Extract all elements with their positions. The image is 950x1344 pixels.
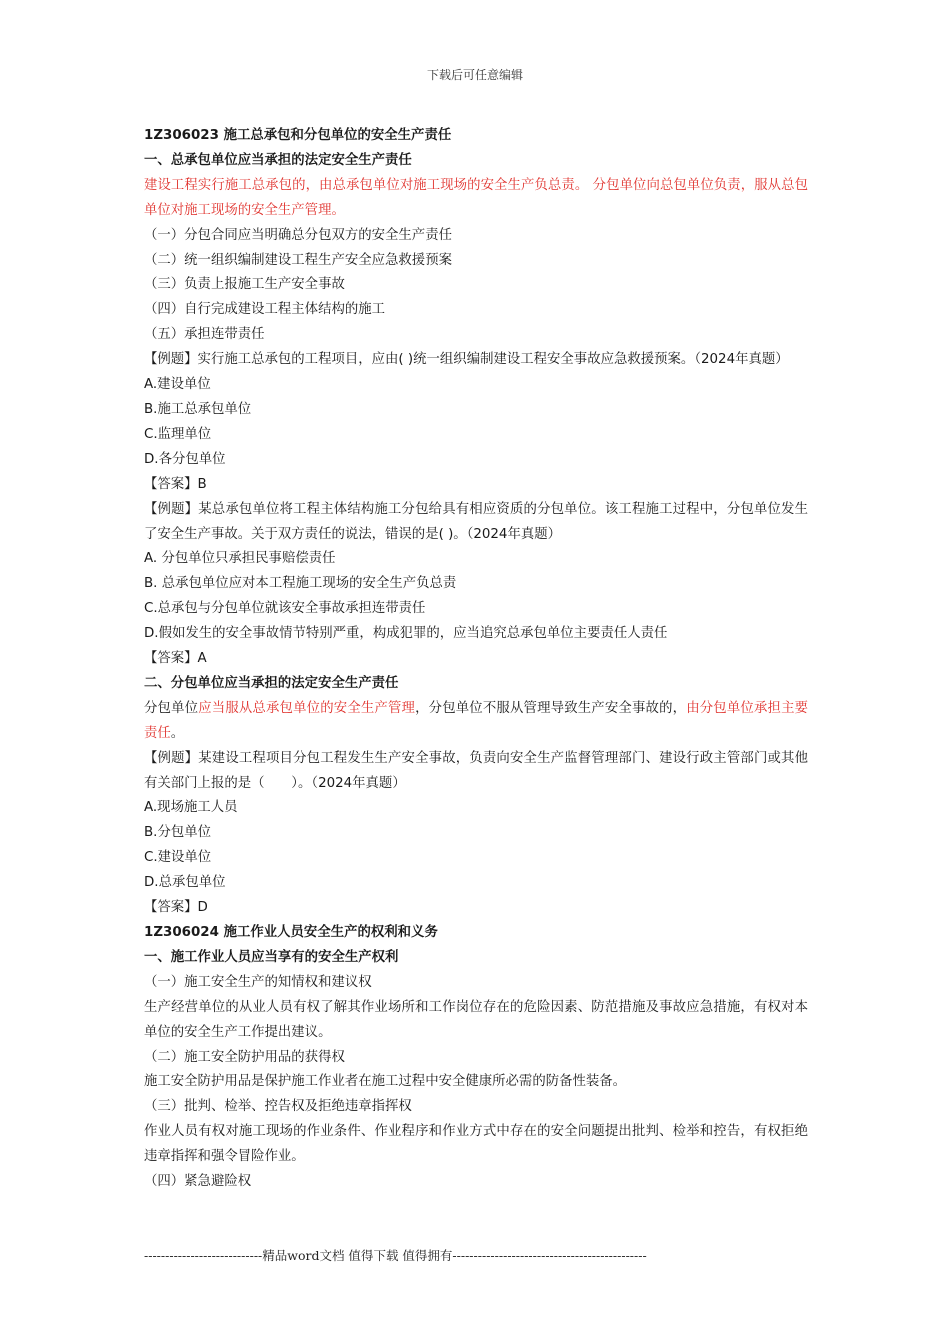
answer-option: D.各分包单位 [144, 451, 226, 467]
list-item: （四）自行完成建设工程主体结构的施工 [144, 302, 386, 318]
right-description: 施工安全防护用品是保护施工作业者在施工过程中安全健康所必需的防备性装备。 [144, 1074, 627, 1090]
highlighted-text: 由分包单位承担主要责任 [144, 700, 808, 741]
right-title: （四）紧急避险权 [144, 1174, 252, 1190]
answer-option: C.建设单位 [144, 850, 212, 866]
right-description: 作业人员有权对施工现场的作业条件、作业程序和作业方式中存在的安全问题提出批判、检举和控告，有权拒绝违章指挥和强令冒险作业。 [144, 1124, 808, 1165]
section-title: 1Z306024 施工作业人员安全生产的权利和义务 [144, 925, 438, 940]
subsection-heading: 一、施工作业人员应当享有的安全生产权利 [144, 949, 399, 965]
answer-key: 【答案】A [144, 651, 207, 667]
subsection-heading: 二、分包单位应当承担的法定安全生产责任 [144, 675, 399, 691]
paragraph-text: 。 [170, 725, 185, 741]
list-item: （五）承担连带责任 [144, 327, 265, 343]
answer-option: A.建设单位 [144, 377, 211, 393]
list-item: （三）负责上报施工生产安全事故 [144, 277, 345, 293]
footer-banner: ----------------------------精品word文档 值得下载 值得拥有---------------------------------------------- [144, 1248, 647, 1263]
paragraph-text: ，分包单位不服从管理导致生产安全事故的， [415, 700, 687, 716]
answer-option: A. 分包单位只承担民事赔偿责任 [144, 551, 336, 567]
answer-option: B.分包单位 [144, 825, 212, 841]
right-title: （二）施工安全防护用品的获得权 [144, 1049, 345, 1065]
answer-key: 【答案】B [144, 476, 207, 492]
section-title: 1Z306023 施工总承包和分包单位的安全生产责任 [144, 128, 452, 143]
example-question: 【例题】某建设工程项目分包工程发生生产安全事故，负责向安全生产监督管理部门、建设行政主管部门或其他有关部门上报的是（ ）。（2024年真题） [144, 750, 808, 791]
header-note: 下载后可任意编辑 [426, 68, 523, 82]
example-question: 【例题】某总承包单位将工程主体结构施工分包给具有相应资质的分包单位。该工程施工过程中，分包单位发生了安全生产事故。关于双方责任的说法，错误的是( )。（2024年真题） [144, 501, 808, 542]
right-title: （三）批判、检举、控告权及拒绝违章指挥权 [144, 1099, 412, 1115]
answer-option: B.施工总承包单位 [144, 401, 252, 417]
answer-option: D.总承包单位 [144, 875, 226, 891]
answer-option: C.总承包与分包单位就该安全事故承担连带责任 [144, 601, 426, 617]
highlighted-text: 应当服从总承包单位的安全生产管理 [198, 700, 416, 716]
subsection-heading: 一、总承包单位应当承担的法定安全生产责任 [144, 152, 412, 168]
answer-option: C.监理单位 [144, 426, 212, 442]
answer-option: A.现场施工人员 [144, 800, 238, 816]
right-description: 生产经营单位的从业人员有权了解其作业场所和工作岗位存在的危险因素、防范措施及事故应急措施，有权对本单位的安全生产工作提出建议。 [144, 999, 808, 1040]
highlighted-paragraph: 建设工程实行施工总承包的，由总承包单位对施工现场的安全生产负总责。 分包单位向总包单位负责，服从总包单位对施工现场的安全生产管理。 [144, 177, 808, 218]
answer-option: D.假如发生的安全事故情节特别严重，构成犯罪的，应当追究总承包单位主要责任人责任 [144, 626, 668, 642]
right-title: （一）施工安全生产的知情权和建议权 [144, 974, 372, 990]
document-body [144, 124, 808, 1195]
example-question: 【例题】实行施工总承包的工程项目，应由( )统一组织编制建设工程安全事故应急救援预案。（2024年真题） [144, 352, 789, 368]
answer-key: 【答案】D [144, 900, 208, 916]
paragraph-text: 分包单位 [144, 700, 199, 716]
list-item: （一）分包合同应当明确总分包双方的安全生产责任 [144, 227, 452, 243]
mixed-paragraph [144, 697, 808, 747]
answer-option: B. 总承包单位应对本工程施工现场的安全生产负总责 [144, 576, 457, 592]
list-item: （二）统一组织编制建设工程生产安全应急救援预案 [144, 252, 452, 268]
